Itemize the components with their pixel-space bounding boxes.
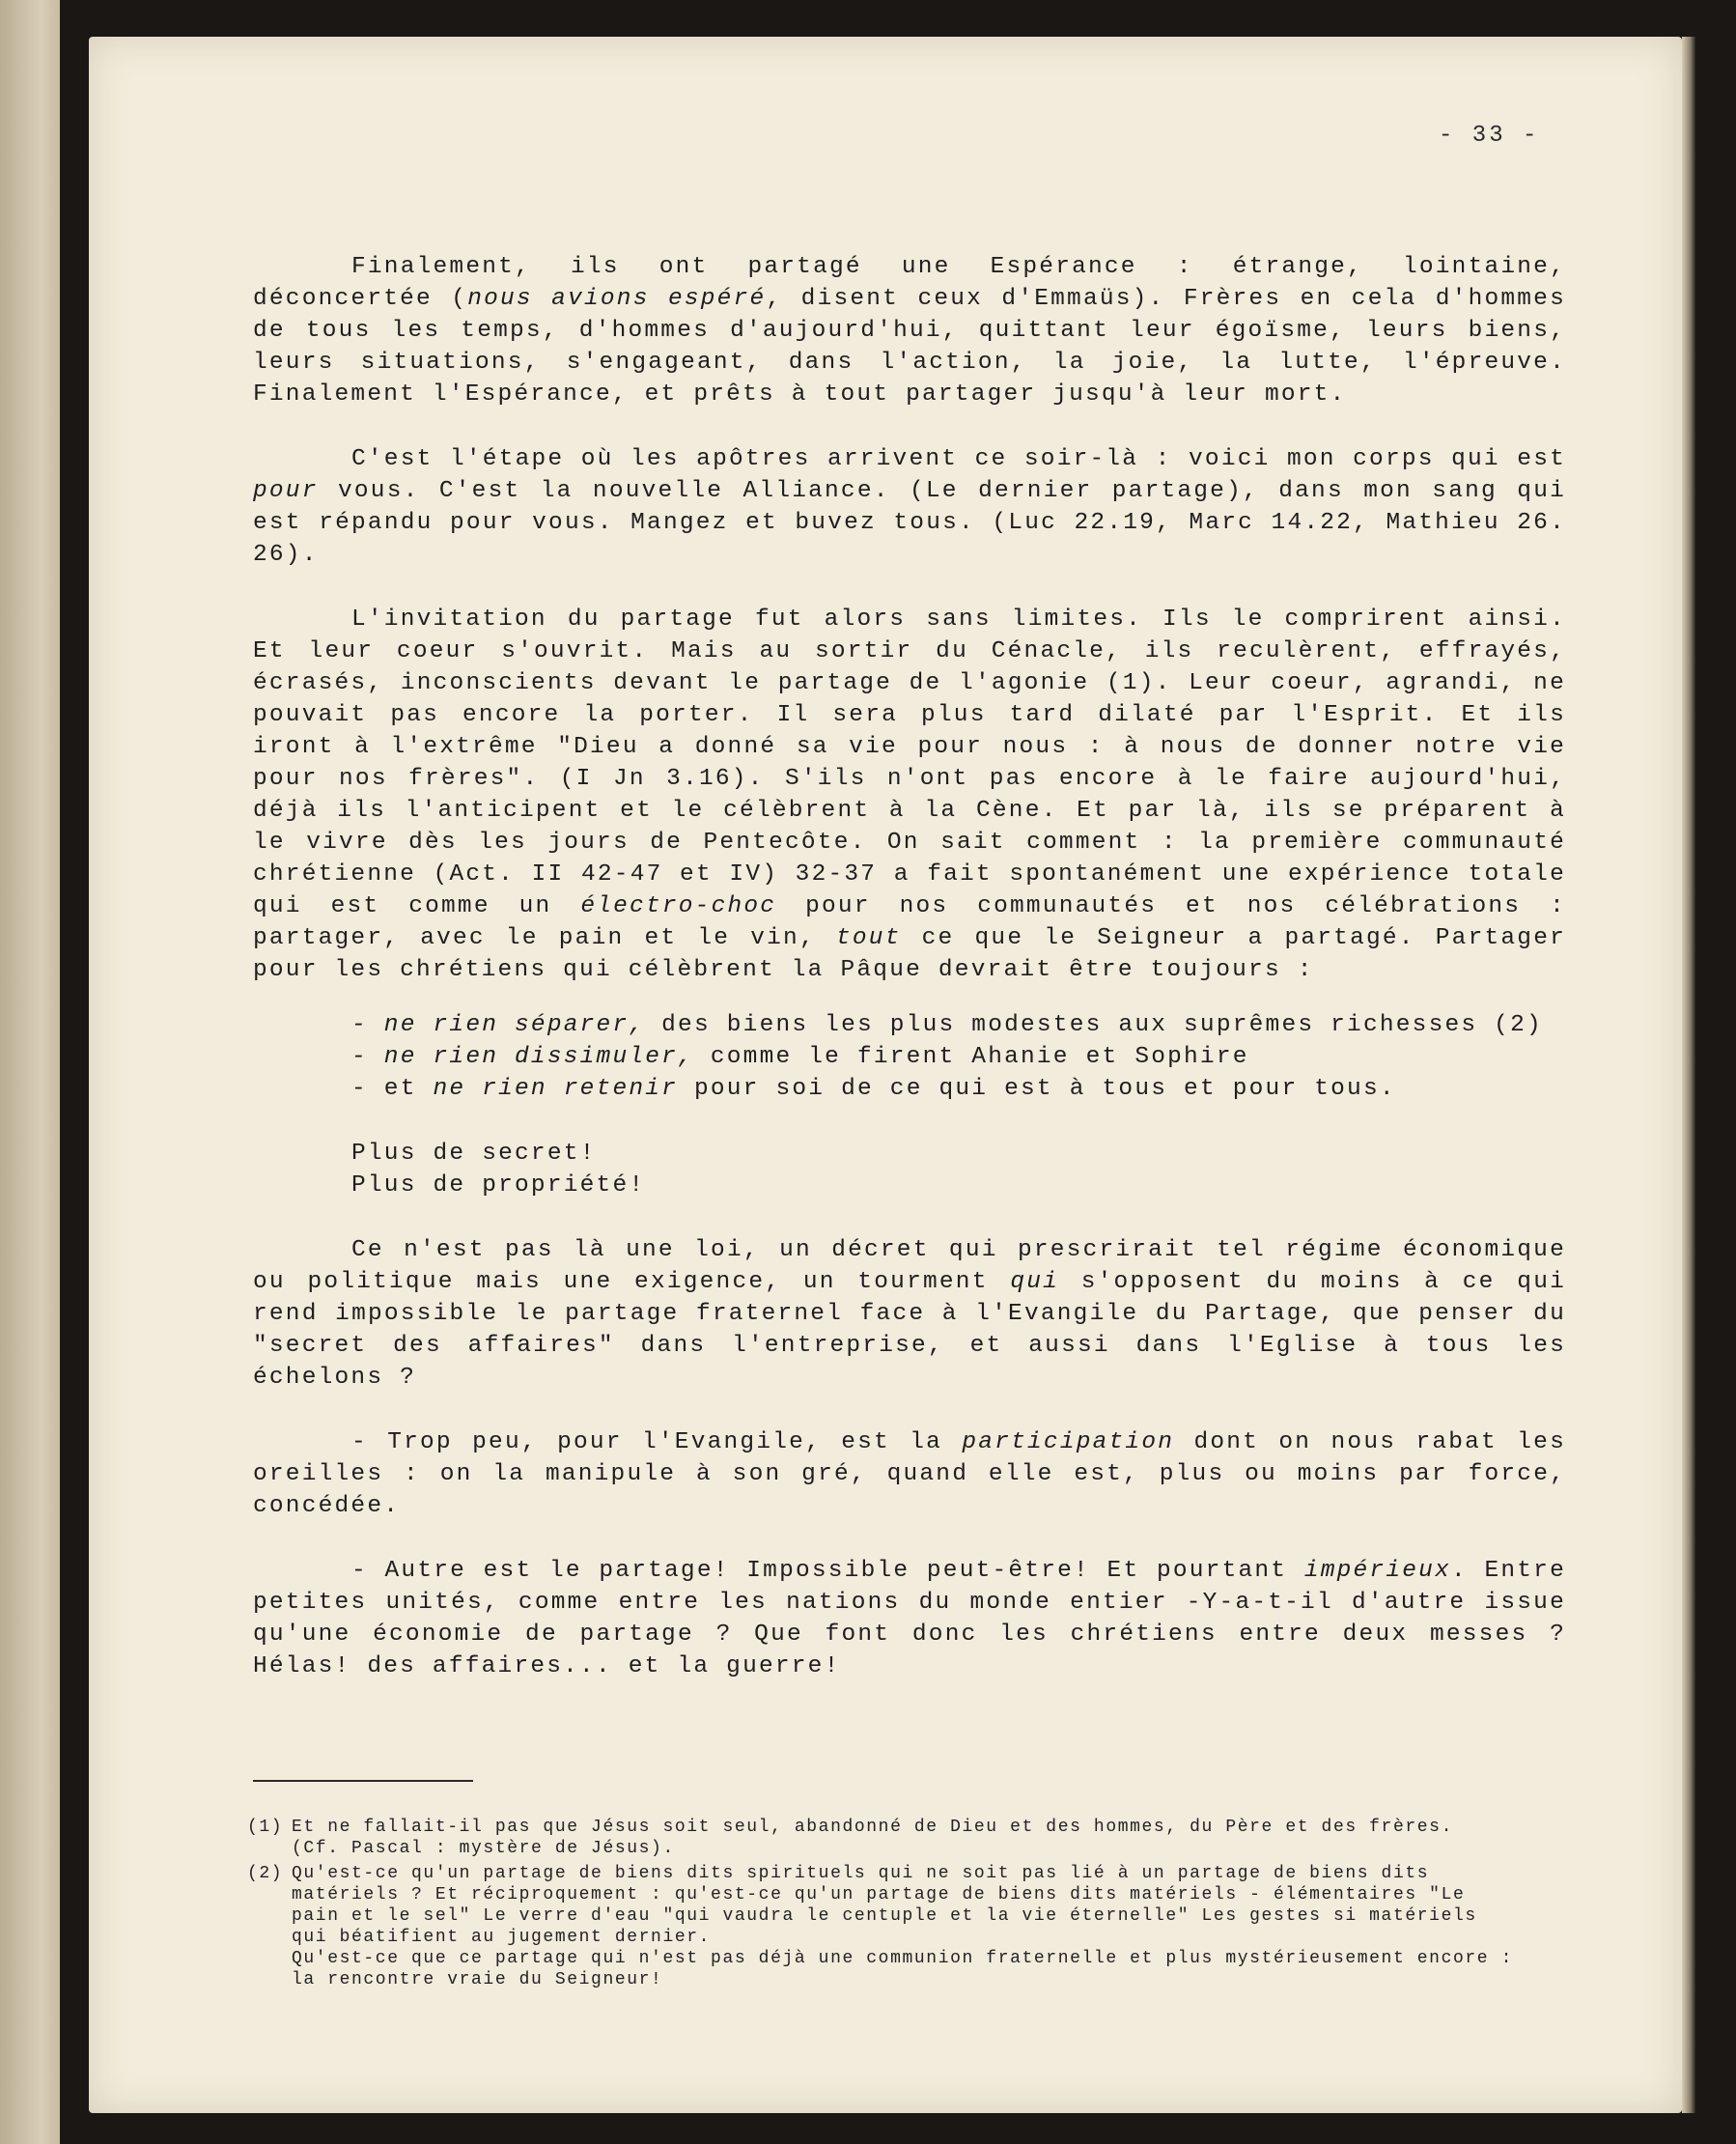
footnotes	[247, 1817, 1560, 1994]
footnote-number: (2)	[247, 1864, 284, 1883]
paragraph-partage: - Autre est le partage! Impossible peut-être! Et pourtant impérieux. Entre petites unités, comme entre les nations du monde entier -Y-a-t-il d'autre issue qu'une économie de partage ? Que font donc les chrétiens entre deux messes ? Hélas! des affaires... et la guerre!	[253, 1558, 1566, 1679]
paragraph-esperance: Finalement, ils ont partagé une Espérance : étrange, lointaine, déconcertée (nous avions espéré, disent ceux d'Emmaüs). Frères en cela d'hommes de tous les temps, d'hommes d'aujourd'hui, quittant leur égoïsme, leurs biens, leurs situations, s'engageant, dans l'action, la joie, la lutte, l'épreuve. Finalement l'Espérance, et prêts à tout partager jusqu'à leur mort.	[253, 254, 1566, 408]
footnote-1	[247, 1817, 1560, 1859]
list-item: - et ne rien retenir pour soi de ce qui est à tous et pour tous.	[351, 1076, 1396, 1102]
page-edge-shadow	[1682, 37, 1695, 2113]
paragraph-participation: - Trop peu, pour l'Evangile, est la participation dont on nous rabat les oreilles : on la manipule à son gré, quand elle est, plus ou moins par force, concédée.	[253, 1429, 1566, 1519]
sharing-list	[351, 1009, 1566, 1105]
facing-page-edge	[0, 0, 60, 2144]
page-number: - 33 -	[1439, 123, 1540, 149]
paragraph-loi: Ce n'est pas là une loi, un décret qui prescrirait tel régime économique ou politique mais une exigence, un tourment qui s'opposent du moins à ce qui rend impossible le partage fraternel face à l'Evangile du Partage, que penser du "secret des affaires" dans l'entreprise, et aussi dans l'Eglise à tous les échelons ?	[253, 1237, 1566, 1391]
exclamation-line: Plus de propriété!	[351, 1172, 646, 1199]
footnote-line: Qu'est-ce que ce partage qui n'est pas déjà une communion fraternelle et plus mystérieusement encore :	[292, 1949, 1513, 1968]
footnote-line: pain et le sel" Le verre d'eau "qui vaudra le centuple et la vie éternelle" Les gestes si matériels	[292, 1906, 1477, 1926]
footnote-separator	[253, 1780, 473, 1782]
footnote-line: Qu'est-ce qu'un partage de biens dits spirituels qui ne soit pas lié à un partage de biens dits	[292, 1864, 1430, 1883]
footnote-line: Et ne fallait-il pas que Jésus soit seul, abandonné de Dieu et des hommes, du Père et des frères.	[292, 1818, 1453, 1837]
paragraph-invitation: L'invitation du partage fut alors sans limites. Ils le comprirent ainsi. Et leur coeur s'ouvrit. Mais au sortir du Cénacle, ils reculèrent, effrayés, écrasés, inconscients devant le partage de l'agonie (1). Leur coeur, agrandi, ne pouvait pas encore la porter. Il sera plus tard dilaté par l'Esprit. Et ils iront à l'extrême "Dieu a donné sa vie pour nous : à nous de donner notre vie pour nos frères". (I Jn 3.16). S'ils n'ont pas encore à le faire aujourd'hui, déjà ils l'anticipent et le célèbrent à la Cène. Et par là, ils se préparent à le vivre dès les jours de Pentecôte. On sait comment : la première communauté chrétienne (Act. II 42-47 et IV) 32-37 a fait spontanément une expérience totale qui est comme un électro-choc pour nos communautés et nos célébrations : partager, avec le pain et le vin, tout ce que le Seigneur a partagé. Partager pour les chrétiens qui célèbrent la Pâque devrait être toujours :	[253, 607, 1566, 983]
body-text	[253, 251, 1566, 1715]
footnote-line: qui béatifient au jugement dernier.	[292, 1928, 712, 1947]
exclamations	[351, 1138, 1566, 1201]
footnote-line: matériels ? Et réciproquement : qu'est-ce qu'un partage de biens dits matériels - élémentaires "Le	[292, 1885, 1466, 1904]
paragraph-cene: C'est l'étape où les apôtres arrivent ce soir-là : voici mon corps qui est pour vous. C'est la nouvelle Alliance. (Le dernier partage), dans mon sang qui est répandu pour vous. Mangez et buvez tous. (Luc 22.19, Marc 14.22, Mathieu 26. 26).	[253, 446, 1566, 568]
list-item: - ne rien séparer, des biens les plus modestes aux suprêmes richesses (2)	[351, 1012, 1543, 1038]
footnote-2	[247, 1863, 1560, 1990]
list-item: - ne rien dissimuler, comme le firent Ahanie et Sophire	[351, 1044, 1249, 1070]
exclamation-line: Plus de secret!	[351, 1141, 597, 1167]
footnote-number: (1)	[247, 1818, 284, 1837]
footnote-line: la rencontre vraie du Seigneur!	[292, 1970, 663, 1989]
footnote-line: (Cf. Pascal : mystère de Jésus).	[292, 1839, 675, 1858]
